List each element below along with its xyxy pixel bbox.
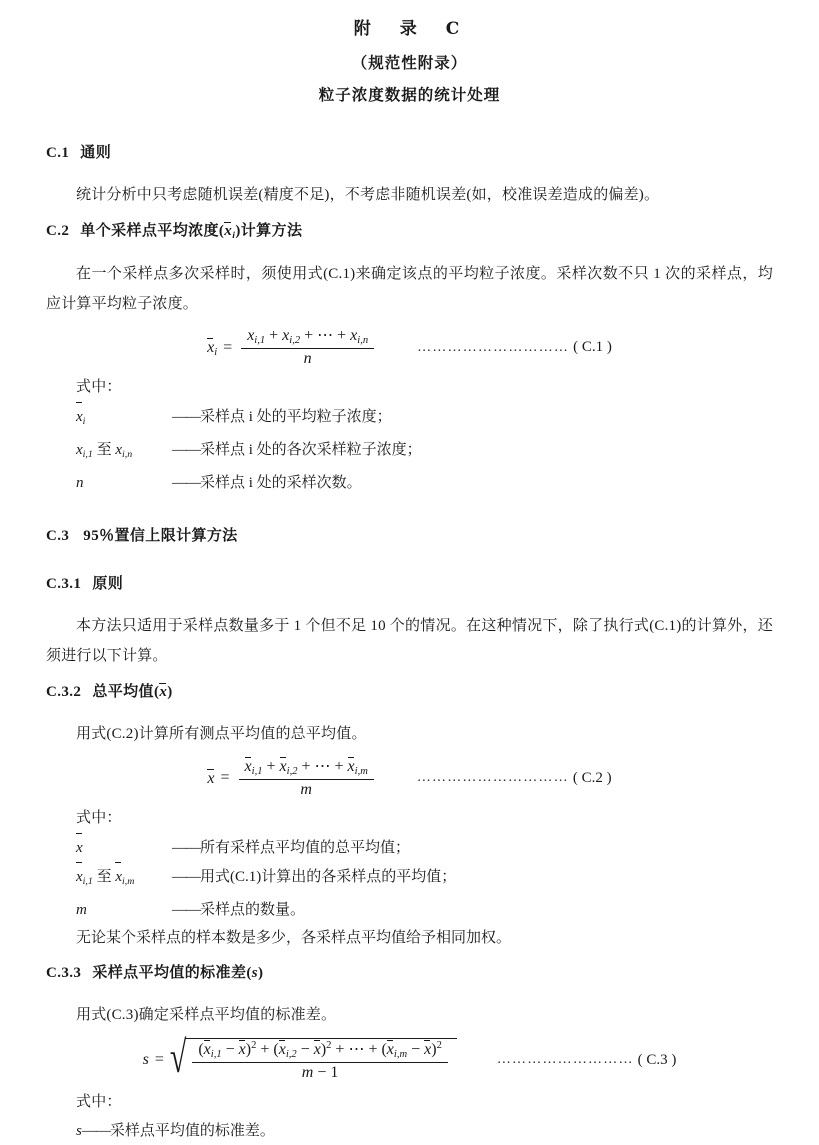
clause-title-c31: 原则 (92, 575, 124, 592)
definition-symbol: x (76, 833, 172, 862)
definition-text: 采样点 i 处的平均粒子浓度； (200, 409, 392, 426)
definition-list-c2 (46, 833, 773, 952)
clause-number-c2: C.2 (46, 223, 70, 239)
clause-title-c2-symbol: $x_i$ (224, 223, 236, 241)
formula-c3 (46, 1033, 773, 1083)
definition-text: 采样点平均值的标准差。 (109, 1122, 275, 1139)
note-c2: 无论某个采样点的样本数是多少，各采样点平均值给予相同加权。 (76, 930, 512, 947)
paragraph-c2: 在一个采样点多次采样时，须使用式(C.1)来确定该点的平均粒子浓度。采样次数不只 1 次的采样点，均应计算平均粒子浓度。 (46, 265, 773, 312)
definition-symbol: $x_i$ (76, 402, 172, 436)
clause-title-c1: 通则 (80, 145, 112, 161)
formula-c1-leader: ………………………… (417, 339, 570, 355)
clause-title-c3: 95％置信上限计算方法 (83, 527, 238, 544)
heading-c32 (46, 680, 773, 701)
definition-item (46, 1117, 773, 1145)
formula-c3-number: ( C.3 ) (637, 1051, 677, 1068)
definition-dash: —— (172, 409, 200, 426)
definition-dash: —— (172, 840, 200, 857)
where-label-c1: 式中： (76, 379, 122, 396)
definition-text: 采样点 i 处的采样次数。 (200, 474, 362, 491)
definition-item (46, 469, 773, 497)
definition-text: 所有采样点平均值的总平均值； (200, 840, 411, 857)
definition-symbol: $x_{i,1}$ 至 $x_{i,m}$ (76, 862, 172, 896)
definition-text: 采样点的数量。 (200, 902, 306, 919)
clause-title-c33-pre: 采样点平均值的标准差( (92, 965, 252, 982)
definition-list-c3 (46, 1117, 773, 1145)
definition-dash: —— (172, 474, 200, 491)
heading-c3 (46, 524, 773, 545)
clause-number-c3: C.3 (46, 527, 70, 544)
clause-title-c32-symbol: x (159, 683, 168, 700)
page-title: 附 录 C (353, 19, 466, 39)
definition-text: 用式(C.1)计算出的各采样点的平均值； (200, 869, 457, 886)
definition-dash: —— (172, 442, 200, 459)
definition-dash: —— (81, 1122, 110, 1139)
paragraph-c1: 统计分析中只考虑随机误差(精度不足)，不考虑非随机误差(如，校准误差造成的偏差)。 (76, 187, 660, 203)
formula-c2-body: x = $\frac{x_{i,1} + x_{i,2} + \cdots + x_{i,m}}{m}$ (207, 757, 376, 799)
definition-text: 采样点 i 处的各次采样粒子浓度； (200, 442, 422, 459)
clause-number-c1: C.1 (46, 145, 70, 161)
paragraph-c31: 本方法只适用于采样点数量多于 1 个但不足 10 个的情况。在这种情况下，除了执行式(C.1)的计算外，还须进行以下计算。 (46, 617, 773, 664)
definition-item (46, 896, 773, 924)
clause-title-c33-symbol: s (251, 965, 258, 982)
definition-item (46, 436, 773, 469)
definition-symbol: m (76, 902, 87, 919)
where-label-c3: 式中： (76, 1093, 122, 1110)
clause-title-c32-pre: 总平均值( (92, 683, 160, 700)
definition-dash: —— (172, 869, 200, 886)
clause-title-c2-pre: 单个采样点平均浓度( (80, 223, 225, 239)
definition-dash: —— (172, 902, 200, 919)
paragraph-c33: 用式(C.3)确定采样点平均值的标准差。 (76, 1007, 337, 1024)
clause-number-c32: C.3.2 (46, 683, 82, 700)
definition-item (46, 862, 773, 896)
heading-c2 (46, 219, 773, 241)
heading-c31 (46, 572, 773, 593)
clause-title-c32-post: ) (167, 683, 173, 700)
formula-c1-number: ( C.1 ) (573, 339, 612, 355)
clause-number-c33: C.3.3 (46, 965, 82, 982)
clause-title-c33-post: ) (258, 965, 264, 982)
formula-c3-leader: ……………………… (496, 1052, 634, 1068)
clause-number-c31: C.3.1 (46, 575, 82, 592)
definition-symbol: $x_{i,1}$ 至 $x_{i,n}$ (76, 442, 133, 460)
heading-c33 (46, 961, 773, 982)
definition-symbol: n (76, 474, 84, 491)
formula-c2-leader: ………………………… (416, 770, 569, 786)
formula-c1-body: $x_i$ = $\frac{x_{i,1} + x_{i,2} + \cdots + x_{i,n}}{n}$ (207, 327, 377, 368)
paragraph-c32: 用式(C.2)计算所有测点平均值的总平均值。 (76, 725, 367, 742)
formula-c2 (46, 757, 773, 799)
where-label-c2: 式中： (76, 810, 122, 827)
formula-c3-body: s = √ $\frac{(x_{i,1} - x)^2 + (x_{i,2} - x)^2 + \cdots + (x_{i,m} - x)^2}{m - 1}$ (143, 1038, 457, 1082)
appendix-subject: 粒子浓度数据的统计处理 (318, 87, 501, 104)
formula-c1 (46, 327, 773, 368)
definition-item (46, 833, 773, 862)
formula-c2-number: ( C.2 ) (572, 769, 612, 786)
appendix-type: （规范性附录） (351, 55, 468, 72)
definition-symbol: s (76, 1122, 82, 1139)
heading-c1 (46, 141, 773, 162)
clause-title-c2-post: )计算方法 (235, 223, 303, 239)
definition-item (46, 402, 773, 436)
definition-list-c1 (46, 402, 773, 497)
